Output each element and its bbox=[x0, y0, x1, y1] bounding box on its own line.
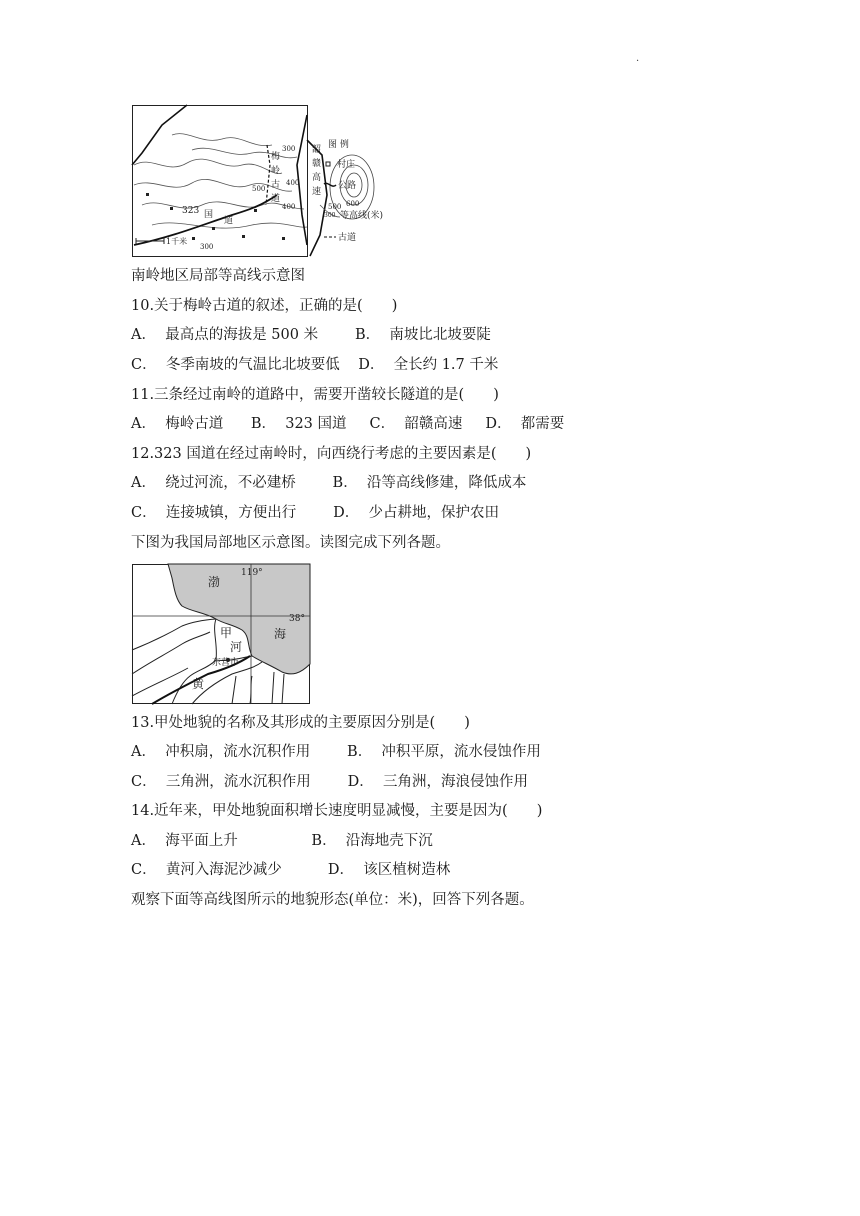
q10-stem: 10.关于梅岭古道的叙述，正确的是( ) bbox=[131, 298, 398, 314]
q14-options-ab: A． 海平面上升 B． 沿海地壳下沉 bbox=[131, 833, 433, 849]
contour-label: 500 bbox=[328, 203, 342, 211]
village-icon bbox=[326, 162, 330, 166]
q12-stem: 12.323 国道在经过南岭时，向西绕行考虑的主要因素是( ) bbox=[131, 446, 532, 462]
q13-options-cd: C． 三角洲，流水沉积作用 D． 三角洲，海浪侵蚀作用 bbox=[131, 774, 529, 790]
label-hai: 海 bbox=[274, 627, 287, 641]
ancient-road-char-3: 古 bbox=[271, 180, 281, 190]
contour-label: 500 bbox=[252, 185, 266, 193]
q13-options-ab: A． 冲积扇，流水沉积作用 B． 冲积平原，流水侵蚀作用 bbox=[131, 744, 541, 760]
road-label-dao: 道 bbox=[224, 216, 234, 226]
legend-contour-sample: 300 bbox=[324, 212, 336, 219]
yellow-river-delta-map bbox=[132, 564, 310, 704]
q11-stem: 11.三条经过南岭的道路中，需要开凿较长隧道的是( ) bbox=[131, 387, 499, 403]
header-dot: · bbox=[636, 56, 640, 67]
nanling-contour-map bbox=[132, 105, 384, 257]
expressway-char-2: 赣 bbox=[312, 159, 322, 169]
ancient-road-char-1: 梅 bbox=[271, 152, 281, 162]
lon-label: 119° bbox=[241, 568, 263, 578]
q11-options: A． 梅岭古道 B． 323 国道 C． 韶赣高速 D． 都需要 bbox=[131, 416, 565, 432]
q10-options-ab: A． 最高点的海拔是 500 米 B． 南坡比北坡要陡 bbox=[131, 327, 491, 343]
contour-label: 600 bbox=[346, 200, 360, 208]
svg-text:1千米: 1千米 bbox=[166, 237, 188, 246]
legend-item-ancient-road: 古道 bbox=[338, 233, 357, 243]
road-label-323: 323 bbox=[182, 206, 200, 216]
contour-label: 300 bbox=[200, 243, 214, 251]
expressway-char-3: 高 bbox=[312, 173, 322, 183]
legend-title: 图 例 bbox=[328, 140, 349, 150]
legend-item-contour: 等高线(米) bbox=[340, 211, 384, 221]
q14-options-cd: C． 黄河入海泥沙减少 D． 该区植树造林 bbox=[131, 862, 451, 878]
road-label-guo: 国 bbox=[204, 210, 214, 220]
q12-options-cd: C． 连接城镇，方便出行 D． 少占耕地，保护农田 bbox=[131, 505, 500, 521]
label-jia: 甲 bbox=[220, 626, 233, 640]
label-dongying: 东营市 bbox=[212, 658, 240, 668]
label-huang: 黄 bbox=[192, 677, 205, 691]
q10-options-cd: C． 冬季南坡的气温比北坡要低 D． 全长约 1.7 千米 bbox=[131, 357, 499, 373]
label-bo: 渤 bbox=[208, 575, 221, 589]
ancient-road-char-4: 道 bbox=[271, 194, 281, 204]
lat-label: 38° bbox=[289, 614, 305, 624]
q12-options-ab: A． 绕过河流，不必建桥 B． 沿等高线修建，降低成本 bbox=[131, 475, 527, 491]
label-he: 河 bbox=[230, 640, 243, 654]
intro-3: 观察下面等高线图所示的地貌形态(单位：米)，回答下列各题。 bbox=[131, 892, 534, 908]
expressway-char-1: 韶 bbox=[312, 145, 322, 155]
intro-2: 下图为我国局部地区示意图。读图完成下列各题。 bbox=[131, 535, 450, 551]
map1-caption: 南岭地区局部等高线示意图 bbox=[131, 268, 305, 284]
contour-label: 300 bbox=[282, 145, 296, 153]
ancient-road-char-2: 岭 bbox=[271, 166, 281, 176]
expressway-char-4: 速 bbox=[312, 187, 322, 197]
legend-item-village: 村庄 bbox=[337, 160, 356, 170]
legend-item-road: 公路 bbox=[338, 181, 357, 191]
contour-label: 400 bbox=[286, 179, 300, 187]
q13-stem: 13.甲处地貌的名称及其形成的主要原因分别是( ) bbox=[131, 715, 470, 731]
q14-stem: 14.近年来，甲处地貌面积增长速度明显减慢，主要是因为( ) bbox=[131, 803, 543, 819]
contour-label: 400 bbox=[282, 203, 296, 211]
